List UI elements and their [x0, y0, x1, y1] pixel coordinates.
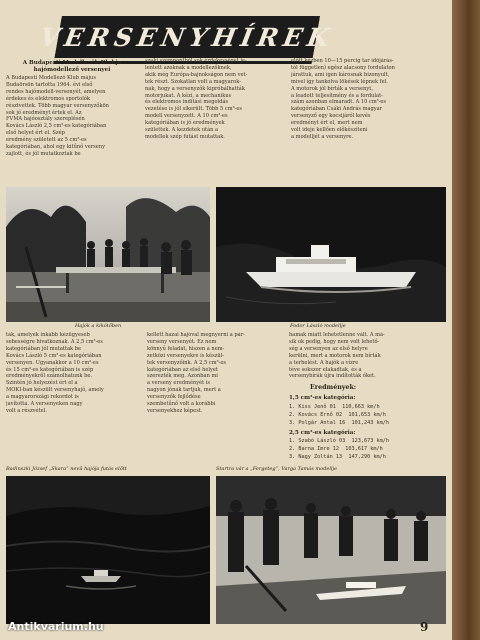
- text-line: eredményekről számolhatunk be.: [6, 373, 92, 380]
- text-line: versenybírák újra indították őket.: [289, 373, 376, 380]
- text-line: Kovács László 5 cm³-es kategóriában: [6, 352, 102, 359]
- text-line: könnyű feladat, hiszen a nem-: [147, 345, 225, 352]
- text-line: verseny versenyét. Ez nem: [147, 338, 217, 345]
- text-line: mivel így tankolva lökések lépnek fel.: [291, 78, 388, 85]
- text-line: eredmény született az 5 cm³-es: [6, 137, 87, 144]
- text-line: szerezték meg. Azonban mi: [147, 373, 218, 380]
- text-line: kategóriában is jó eredmények: [145, 120, 225, 127]
- text-line: modell versenyzett. A 10 cm³-es: [145, 113, 228, 120]
- text-line: eredményt ért el, mert nem: [291, 120, 363, 127]
- text-line: szaki szempontból sok érdekességet je-: [145, 58, 247, 64]
- page-number: 9: [420, 620, 429, 634]
- text-line: és 15 cm³-es kategóriában is szép: [6, 366, 94, 373]
- text-line: modellek szép futást mutattak.: [145, 133, 225, 140]
- text-line: sok jó eredményt értek el. Az: [6, 109, 82, 116]
- text-line: kerülni, mert a motorok nem bírták: [289, 352, 381, 359]
- text-line: járattuk, ami igen károsnak bizonyult,: [291, 71, 390, 78]
- article-column-3: [291, 58, 441, 186]
- text-line: sik ok pedig, hogy nem volt lehető-: [289, 338, 380, 345]
- text-line: zajlott, és jól mutatkoztak be: [6, 150, 81, 157]
- text-line: lentett azoknak a modellezőknek,: [145, 64, 232, 71]
- text-line: kellett hazai hajóval megnyerni a pár-: [147, 332, 245, 338]
- text-line: első helyet ért el. Szép: [6, 130, 65, 137]
- text-line: szembetűnő volt a korábbi: [147, 401, 216, 408]
- text-line: előtt kézben 10—15 percig tar ídőjárás-: [291, 58, 394, 64]
- text-line: szám azonban elmaradt. A 10 cm³-es: [291, 99, 387, 106]
- book-spine: [452, 0, 480, 640]
- text-line: versenyzők fejlődése: [147, 394, 201, 401]
- article-column-1b: [6, 332, 141, 416]
- caption-bottom-right: Startra vár a „Fergeteg”, Varga Tamás modellje: [216, 466, 338, 472]
- text-line: nagyon jónak tartjuk, mert a: [147, 387, 221, 394]
- masthead-title: VERSENYHÍREK: [54, 16, 320, 61]
- photo-boats-at-dock: [6, 187, 210, 322]
- results-title: Eredmények:: [310, 384, 357, 391]
- text-line: nak, hogy a versenyzők kipróbálhatták: [145, 85, 245, 92]
- text-line: Budaörsön tartotta 1964. évi első: [6, 81, 93, 88]
- results-row: 3. Nagy Zoltán 13 147,290 km/h: [289, 454, 386, 460]
- photo-boat-on-water: [6, 476, 210, 624]
- text-line: versenyen. Ugyanakkor a 10 cm³-es: [6, 359, 99, 366]
- text-line: hamak miatt lehetetlenné vált. A má-: [289, 332, 385, 338]
- text-line: kategóriában az első helyet: [147, 366, 218, 373]
- text-line: ség a versenyen az első helyre: [289, 345, 368, 352]
- text-line: sebességre hivatkoznak. A 2,5 cm³-es: [6, 338, 103, 345]
- text-line: kategóriában jól mutattak be: [6, 345, 82, 352]
- article-title: A Budapesti Modellezők Klubja hajómodellező versenyei: [22, 60, 122, 73]
- text-line: A Budapesti Modellező Klub május: [6, 75, 96, 81]
- text-line: ták, amelyek inkább kézügyeseb: [6, 332, 90, 338]
- text-line: érdekes és elektromos sportolók: [6, 95, 91, 102]
- text-line: akik még Európa-bajnokságon nem vet-: [145, 71, 248, 78]
- results-row: 1. Kiss Jenő 01 110,663 km/h: [289, 404, 380, 410]
- results-row: 1. Szabó László 03 123,673 km/h: [289, 438, 389, 444]
- text-line: vezetése is jól sikerült. Több 5 cm³-es: [145, 106, 242, 113]
- text-line: FVMA hajóosztály szereplésén: [6, 116, 85, 123]
- photo-boats-at-dock-image: [6, 187, 210, 322]
- text-line: kategóriában, ahol egy kitűnő verseny: [6, 144, 105, 151]
- text-line: tek versenyzőink. A 2,5 cm³-es: [147, 359, 226, 366]
- results-group-label: 2,5 cm³-es kategória:: [289, 430, 356, 436]
- results-row: 2. Kovács Ernő 02 101,653 km/h: [289, 412, 386, 418]
- text-line: Kovács László 2,5 cm³-es kategóriában: [6, 123, 107, 130]
- text-line: versenyző egy kocsijáról kevés: [291, 113, 371, 120]
- photo-model-boat-image: [216, 187, 446, 322]
- text-line: a magyarországi rekordot is: [6, 394, 79, 401]
- text-line: Szintén jó helyezést ért el a: [6, 380, 78, 387]
- text-line: javította. A versenyeken nagy: [6, 401, 83, 408]
- photo-start-line-image: [216, 476, 446, 624]
- text-line: tól független) egész alacsony fordulaton: [291, 64, 395, 71]
- text-line: kategóriában Csáki András magyar: [291, 106, 383, 113]
- text-line: a modelljét a versenyre.: [291, 133, 354, 140]
- text-line: versenyekhez képest.: [147, 407, 203, 414]
- text-line: a terhelést. A hajók a vízre: [289, 359, 359, 366]
- text-line: születtek. A kezdetek után a: [145, 127, 219, 134]
- photo-start-line: [216, 476, 446, 624]
- article-column-1: [6, 75, 138, 185]
- photo-model-boat: [216, 187, 446, 322]
- text-line: a leadott teljesítmény és a fordulat-: [291, 92, 383, 99]
- text-line: a verseny eredményét is: [147, 380, 211, 387]
- text-line: téve sokszor elakadtak, és a: [289, 366, 362, 373]
- text-line: résztvettek. Több magyar versenyzőkön: [6, 102, 109, 109]
- article-column-2b: [147, 332, 282, 416]
- caption-bottom-left: Badinszki József „Skara” nevű hajója futás előtt: [6, 466, 127, 472]
- article-column-3b: [289, 332, 441, 382]
- text-line: és elektromos indítási megoldás: [145, 99, 229, 106]
- results-group-label: 1,5 cm³-es kategória:: [289, 395, 356, 401]
- caption-boats-at-dock: Hajók a kikötőben: [75, 323, 122, 329]
- photo-boat-on-water-image: [6, 476, 210, 624]
- text-line: MOKI-ban készült versenyhajó, amely: [6, 387, 104, 394]
- article-column-2: [145, 58, 283, 186]
- results-row: 3. Polgár Antal 16 101,243 km/h: [289, 420, 389, 426]
- text-line: volt a részvétel.: [6, 407, 47, 414]
- text-line: zetközi versenyekre is készül-: [147, 352, 225, 359]
- results-row: 2. Barna Imre 12 103,617 km/h: [289, 446, 383, 452]
- text-line: A motorok jól bírták a versenyt,: [291, 85, 373, 92]
- text-line: volt ideje kellően előkészíteni: [291, 127, 368, 134]
- text-line: motorjukat. A kézi, a mechanikus: [145, 92, 232, 99]
- watermark-text: Antikvarium.hu: [8, 620, 104, 633]
- text-line: rendes hajómodell-versenyét, amelyen: [6, 88, 106, 95]
- text-line: tek részt. Szokatlan volt a magyarok-: [145, 78, 241, 85]
- caption-model-boat: Fodor László modellje: [290, 323, 346, 329]
